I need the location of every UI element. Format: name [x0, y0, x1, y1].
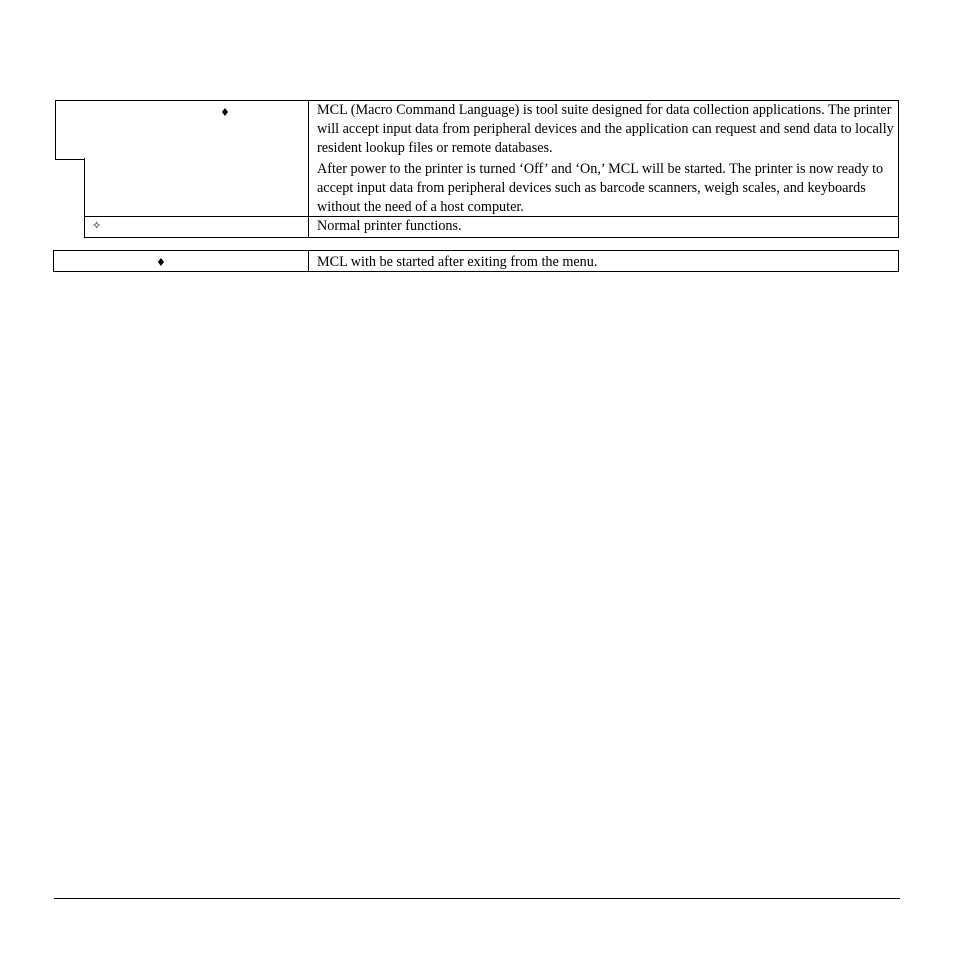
filled-diamond-icon: ♦ — [156, 256, 166, 269]
filled-diamond-icon: ♦ — [220, 106, 230, 119]
row-description: MCL (Macro Command Language) is tool suite designed for data collection applications. The printer will accept input data from peripheral devices and the application can request and send data to locally resident lookup files or remote databases. — [317, 102, 894, 156]
column-divider — [308, 250, 309, 272]
footer-rule — [54, 898, 900, 899]
row-description: After power to the printer is turned ‘Off’ and ‘On,’ MCL will be started. The printer is now ready to accept input data from peripheral devices such as barcode scanners, weigh scales, and keyboards without the need of a host computer. — [317, 161, 884, 215]
row-description: MCL with be started after exiting from the menu. — [317, 254, 598, 270]
row-description: Normal printer functions. — [317, 218, 462, 234]
column-divider — [308, 158, 309, 237]
outline-star-icon: ✧ — [92, 219, 102, 232]
